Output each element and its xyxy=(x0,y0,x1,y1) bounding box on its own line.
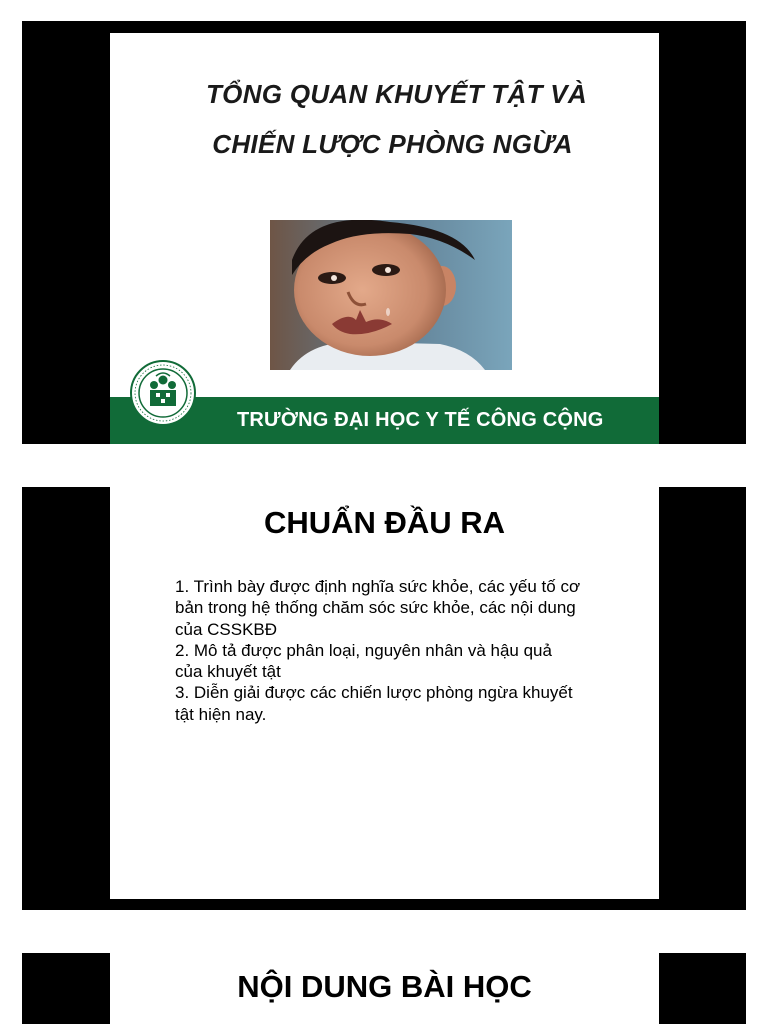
slide-2 xyxy=(110,487,659,899)
slide-heading: CHUẨN ĐẦU RA xyxy=(263,505,506,540)
text-line: của khuyết tật xyxy=(175,662,281,682)
text-line: 3. Diễn giải được các chiến lược phòng ngừa khuyết xyxy=(175,683,573,703)
child-photo xyxy=(270,220,512,370)
slide-2-frame xyxy=(22,487,746,910)
text-line: tật hiện nay. xyxy=(175,704,267,724)
university-seal-icon xyxy=(130,360,196,426)
text-line: bản trong hệ thống chăm sóc sức khỏe, các nội dung xyxy=(175,598,576,618)
text-line: của CSSKBĐ xyxy=(175,619,278,639)
slide-1-frame xyxy=(22,21,746,444)
slide-title-line-2: CHIẾN LƯỢC PHÒNG NGỪA xyxy=(212,129,573,159)
slide-1 xyxy=(110,33,659,444)
text-line: 2. Mô tả được phân loại, nguyên nhân và hậu quả xyxy=(175,640,552,660)
slide-3-frame xyxy=(22,953,746,1024)
text-line: 1. Trình bày được định nghĩa sức khỏe, các yếu tố cơ xyxy=(175,577,581,596)
slide-heading: NỘI DUNG BÀI HỌC xyxy=(237,969,532,1004)
slide-3 xyxy=(110,953,659,1024)
learning-outcomes-text xyxy=(175,576,625,725)
school-name: TRƯỜNG ĐẠI HỌC Y TẾ CÔNG CỘNG xyxy=(237,409,604,431)
slide-title-line-1: TỔNG QUAN KHUYẾT TẬT VÀ xyxy=(205,79,587,109)
